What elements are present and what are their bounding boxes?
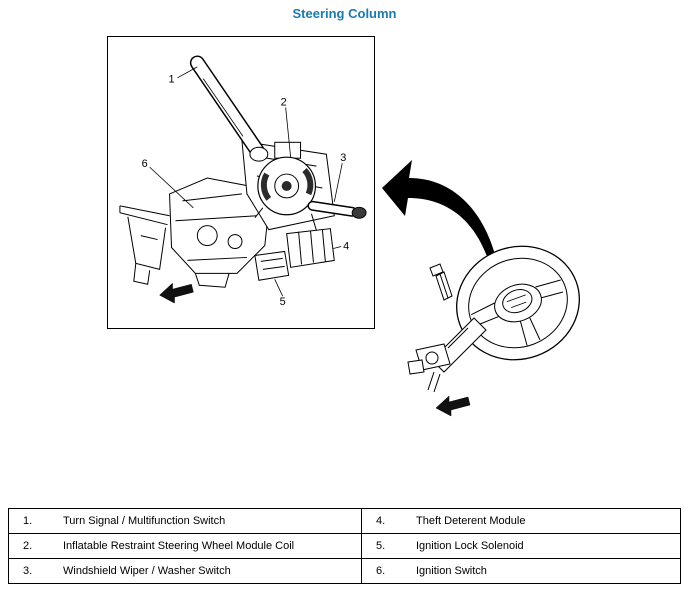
leader-line-1	[177, 67, 197, 78]
legend-row	[9, 509, 681, 534]
steering-wheel-reference	[378, 148, 616, 426]
curved-arrow-icon	[382, 160, 496, 262]
part-label: Ignition Switch	[410, 559, 681, 584]
direction-arrow-icon	[160, 283, 194, 303]
part-label: Theft Deterent Module	[410, 509, 681, 534]
callout-5: 5	[279, 296, 286, 309]
part-number: 5.	[362, 534, 411, 559]
steering-column-diagram-box	[107, 36, 375, 329]
callout-6: 6	[141, 158, 148, 171]
legend-row	[9, 559, 681, 584]
callout-4: 4	[343, 240, 350, 253]
direction-arrow-icon	[436, 396, 470, 416]
callout-2: 2	[280, 96, 287, 109]
callout-3: 3	[340, 152, 347, 165]
part-label: Windshield Wiper / Washer Switch	[57, 559, 362, 584]
page-title: Steering Column	[292, 6, 397, 21]
part-label: Turn Signal / Multifunction Switch	[57, 509, 362, 534]
parts-legend	[8, 508, 681, 584]
leader-line-5	[275, 279, 283, 296]
part-number: 4.	[362, 509, 411, 534]
part-number: 2.	[9, 534, 58, 559]
turn-signal-lever	[197, 63, 267, 161]
steering-wheel	[441, 229, 596, 377]
part-label: Inflatable Restraint Steering Wheel Module Coil	[57, 534, 362, 559]
part-number: 3.	[9, 559, 58, 584]
mounting-bracket	[120, 206, 170, 284]
leader-line-3	[334, 163, 342, 202]
steering-wheel-art	[378, 148, 616, 426]
callout-1: 1	[168, 73, 175, 86]
part-number: 6.	[362, 559, 411, 584]
ignition-lock-solenoid	[255, 251, 289, 280]
steering-column-diagram	[108, 37, 374, 328]
part-number: 1.	[9, 509, 58, 534]
legend-row	[9, 534, 681, 559]
part-label: Ignition Lock Solenoid	[410, 534, 681, 559]
leader-line-4	[333, 247, 341, 249]
